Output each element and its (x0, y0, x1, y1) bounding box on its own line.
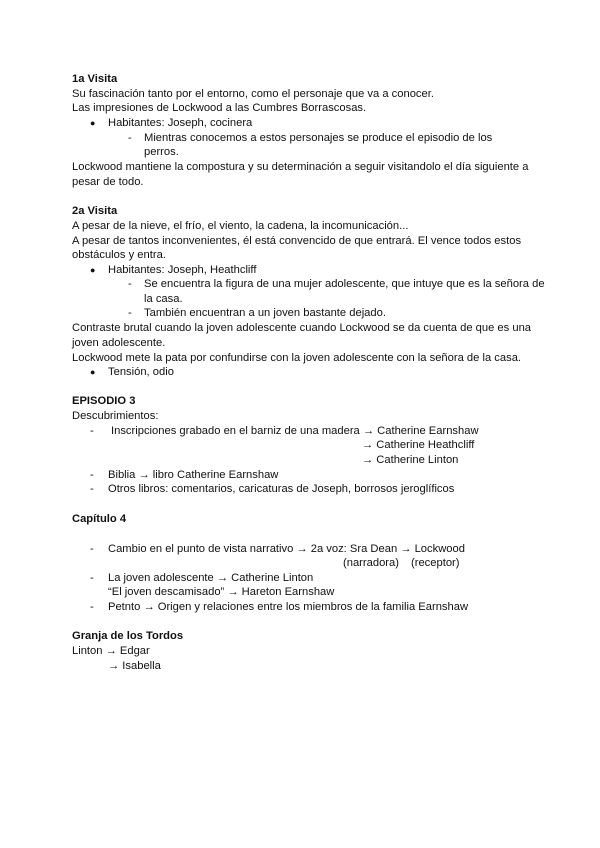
paragraph: Lockwood mete la pata por confundirse con la joven adolescente con la señora de la casa. (72, 352, 522, 364)
list-item-continuation: la casa. (144, 293, 183, 305)
paragraph: Descubrimientos: (72, 410, 159, 422)
list-item: Otros libros: comentarios, caricaturas de Joseph, borrosos jeroglíficos (108, 483, 455, 495)
heading-2a-visita: 2a Visita (72, 205, 118, 217)
paragraph: Las impresiones de Lockwood a las Cumbres Borrascosas. (72, 102, 367, 114)
paragraph: Lockwood mantiene la compostura y su determinación a seguir visitandolo el día siguiente a (72, 161, 529, 173)
dash-icon: - (90, 483, 94, 495)
heading-granja-de-los-tordos: Granja de los Tordos (72, 630, 184, 642)
list-item: Se encuentra la figura de una mujer adolescente, que intuye que es la señora de (144, 278, 545, 290)
list-item: La joven adolescente → Catherine Linton (108, 572, 314, 584)
list-item: Mientras conocemos a estos personajes se produce el episodio de los (144, 132, 493, 144)
paragraph-continuation: joven adolescente. (72, 337, 166, 349)
heading-episodio-3: EPISODIO 3 (72, 395, 136, 407)
paragraph-continuation: → Isabella (108, 660, 161, 672)
list-item: Petnto → Origen y relaciones entre los miembros de la familia Earnshaw (108, 601, 469, 613)
list-item-annotation: (narradora) (343, 557, 399, 569)
dash-icon: - (90, 469, 94, 481)
dash-icon: - (128, 307, 132, 319)
bullet-icon: ● (90, 265, 96, 275)
list-item-continuation: “El joven descamisado” → Hareton Earnshaw (108, 586, 335, 598)
dash-icon: - (128, 132, 132, 144)
paragraph: Su fascinación tanto por el entorno, como el personaje que va a conocer. (72, 88, 434, 100)
dash-icon: - (128, 278, 132, 290)
dash-icon: - (90, 543, 94, 555)
list-item: Habitantes: Joseph, Heathcliff (108, 264, 257, 276)
dash-icon: - (90, 425, 94, 437)
paragraph: Linton → Edgar (72, 645, 150, 657)
list-item-continuation: → Catherine Heathcliff (362, 439, 475, 451)
paragraph-continuation: obstáculos y entra. (72, 249, 166, 261)
list-item-continuation: perros. (144, 146, 179, 158)
list-item: Tensión, odio (108, 366, 174, 378)
dash-icon: - (90, 601, 94, 613)
dash-icon: - (90, 572, 94, 584)
list-item: También encuentran a un joven bastante dejado. (144, 307, 386, 319)
list-item: Habitantes: Joseph, cocinera (108, 117, 253, 129)
paragraph: A pesar de la nieve, el frío, el viento, la cadena, la incomunicación... (72, 220, 409, 232)
bullet-icon: ● (90, 118, 96, 128)
list-item: Inscripciones grabado en el barniz de una madera → Catherine Earnshaw (111, 425, 479, 437)
list-item: Cambio en el punto de vista narrativo → 2a voz: Sra Dean → Lockwood (108, 543, 465, 555)
bullet-icon: ● (90, 367, 96, 377)
paragraph: A pesar de tantos inconvenientes, él está convencido de que entrará. El vence todos estos (72, 235, 522, 247)
list-item-annotation: (receptor) (411, 557, 460, 569)
heading-1a-visita: 1a Visita (72, 73, 118, 85)
list-item: Biblia → libro Catherine Earnshaw (108, 469, 279, 481)
heading-capitulo-4: Capítulo 4 (72, 513, 127, 525)
paragraph: Contraste brutal cuando la joven adolescente cuando Lockwood se da cuenta de que es una (72, 322, 532, 334)
paragraph-continuation: pesar de todo. (72, 176, 144, 188)
list-item-continuation: → Catherine Linton (362, 454, 459, 466)
